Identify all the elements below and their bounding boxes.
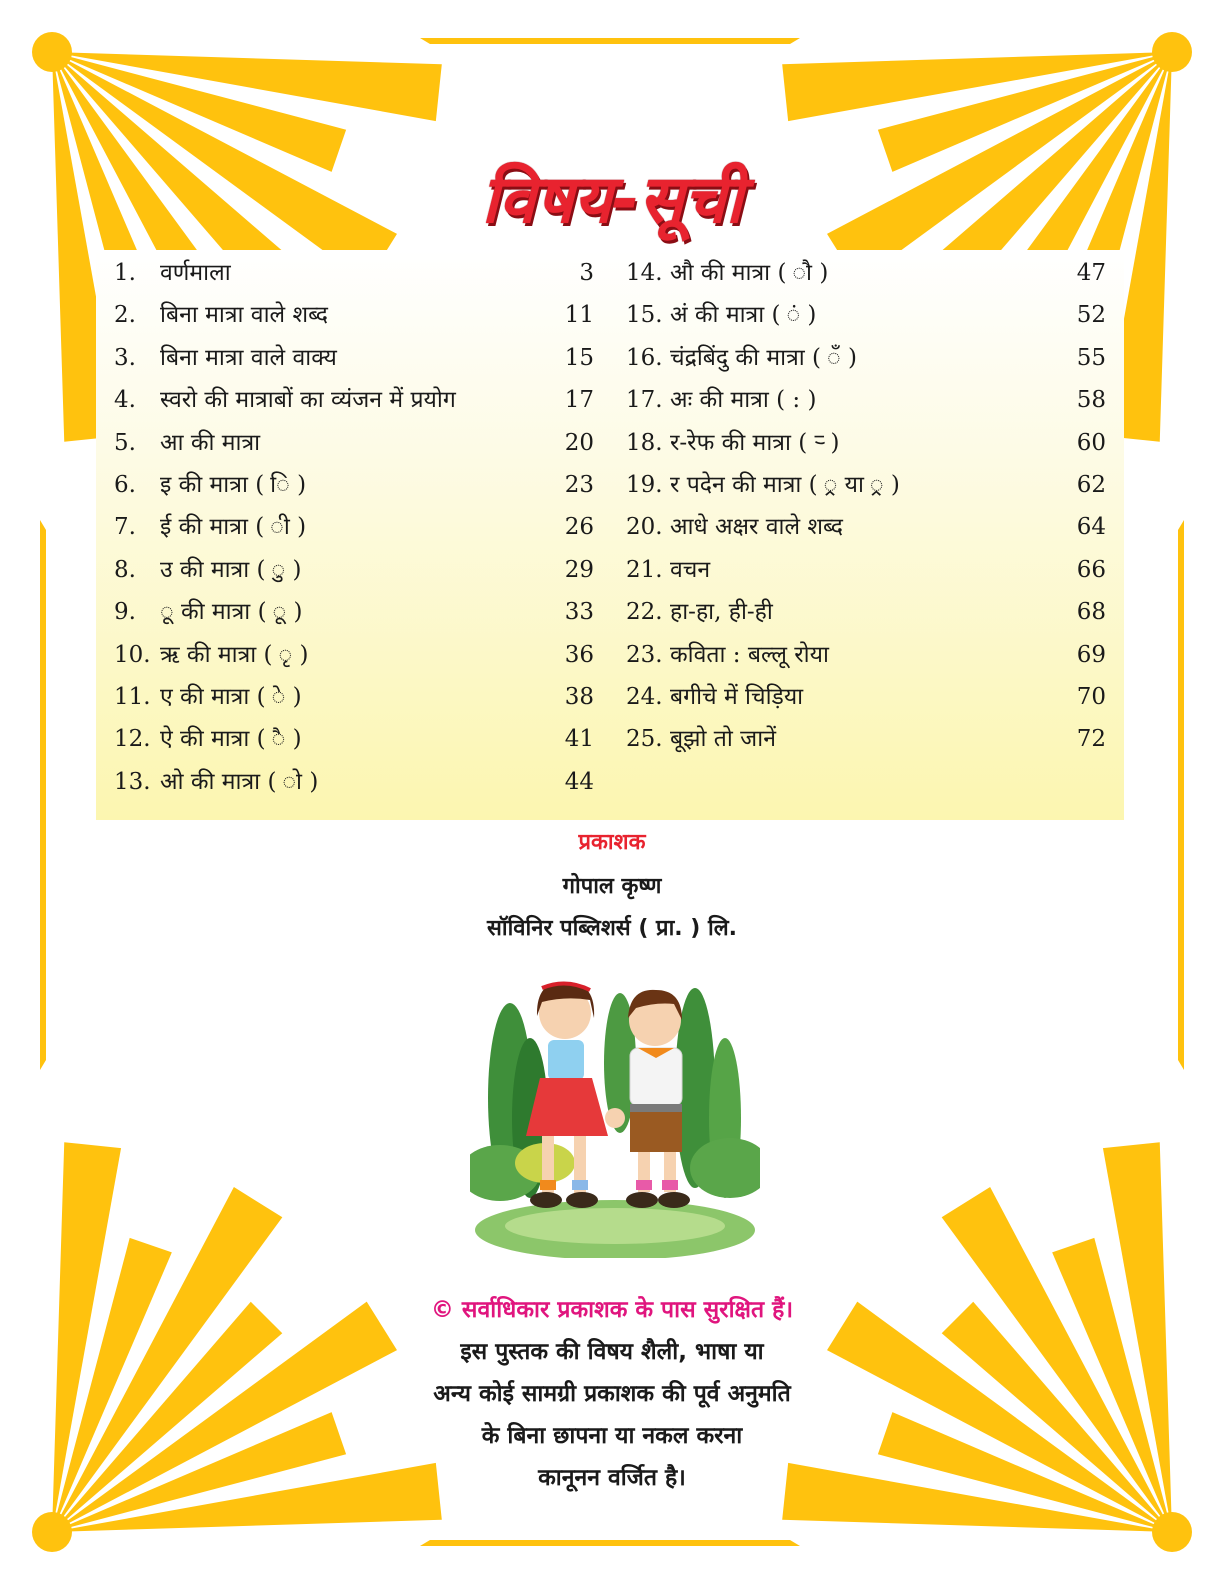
toc-number: 16.	[626, 344, 663, 371]
toc-entry	[626, 506, 1106, 548]
toc-page: 11	[564, 302, 594, 329]
toc-title: र पदेन की मात्रा ( ्र या ्र )	[670, 471, 900, 498]
toc-title: ऐ की मात्रा ( ै )	[160, 726, 302, 753]
toc-page: 69	[1076, 641, 1106, 668]
toc-title: उ की मात्रा ( ु )	[160, 556, 302, 583]
toc-entry	[626, 718, 1106, 760]
toc-entry	[626, 634, 1106, 676]
publisher-name: गोपाल कृष्ण	[562, 874, 662, 899]
toc-title: ओ की मात्रा ( ो )	[160, 768, 319, 795]
toc-entry	[114, 252, 594, 294]
toc-page: 60	[1076, 429, 1106, 456]
toc-title: अः की मात्रा ( : )	[670, 387, 817, 414]
toc-number: 12.	[114, 726, 151, 753]
toc-page: 62	[1076, 471, 1106, 498]
toc-entry	[114, 761, 594, 803]
toc-number: 5.	[114, 429, 136, 456]
toc-title: इ की मात्रा ( ि )	[160, 471, 307, 498]
toc-page: 17	[564, 387, 594, 414]
toc-number: 2.	[114, 302, 136, 329]
toc-number: 23.	[626, 641, 663, 668]
toc-number: 9.	[114, 599, 136, 626]
toc-page: 23	[564, 471, 594, 498]
toc-number: 22.	[626, 599, 663, 626]
toc-title: चंद्रबिंदु की मात्रा ( ँ )	[670, 344, 857, 371]
toc-left-column	[114, 252, 594, 803]
toc-entry	[114, 676, 594, 718]
toc-title: कविता : बल्लू रोया	[670, 641, 829, 668]
publisher-firm: सॉविनिर पब्लिशर्स ( प्रा. ) लि.	[487, 916, 737, 941]
copyright-line: कानूनन वर्जित है।	[538, 1465, 686, 1491]
toc-title: बूझो तो जानें	[670, 726, 776, 753]
toc-right-column	[626, 252, 1106, 761]
toc-page: 55	[1076, 344, 1106, 371]
toc-entry	[626, 549, 1106, 591]
copyright-line: इस पुस्तक की विषय शैली, भाषा या	[460, 1339, 764, 1365]
toc-title: र-रेफ की मात्रा ( र्‍ )	[670, 429, 840, 456]
toc-entry	[626, 294, 1106, 336]
toc-title: वचन	[670, 556, 711, 583]
toc-title: आधे अक्षर वाले शब्द	[670, 514, 843, 541]
toc-number: 17.	[626, 387, 663, 414]
toc-number: 20.	[626, 514, 663, 541]
toc-page: 58	[1076, 387, 1106, 414]
toc-number: 14.	[626, 260, 663, 286]
toc-number: 8.	[114, 556, 136, 583]
toc-number: 21.	[626, 556, 663, 583]
toc-page: 20	[564, 429, 594, 456]
toc-number: 25.	[626, 726, 663, 753]
toc-entry	[626, 676, 1106, 718]
toc-page: 72	[1076, 726, 1106, 753]
toc-title: ू की मात्रा ( ू )	[160, 599, 303, 626]
toc-number: 13.	[114, 768, 151, 795]
copyright-line: के बिना छापना या नकल करना	[481, 1423, 743, 1449]
toc-entry	[114, 718, 594, 760]
toc-number: 4.	[114, 387, 136, 414]
toc-title: बिना मात्रा वाले वाक्य	[160, 344, 337, 371]
toc-number: 11.	[114, 683, 151, 710]
toc-title: स्वरो की मात्राबों का व्यंजन में प्रयोग	[160, 387, 456, 414]
toc-page: 68	[1076, 599, 1106, 626]
copyright-line: अन्य कोई सामग्री प्रकाशक की पूर्व अनुमति	[433, 1381, 791, 1407]
toc-page: 41	[564, 726, 594, 753]
toc-entry	[114, 422, 594, 464]
toc-page: 15	[564, 344, 594, 371]
toc-entry	[626, 337, 1106, 379]
toc-page: 3	[579, 260, 594, 286]
toc-title: हा-हा, ही-ही	[670, 599, 773, 626]
toc-entry	[114, 379, 594, 421]
toc-page: 66	[1076, 556, 1106, 583]
toc-number: 10.	[114, 641, 151, 668]
toc-entry	[114, 506, 594, 548]
toc-page: 52	[1076, 302, 1106, 329]
toc-title: ई की मात्रा ( ी )	[160, 514, 307, 541]
toc-title: बगीचे में चिड़िया	[670, 683, 804, 710]
toc-number: 6.	[114, 471, 136, 498]
toc-entry	[114, 591, 594, 633]
toc-entry	[114, 337, 594, 379]
toc-number: 15.	[626, 302, 663, 329]
toc-title: औ की मात्रा ( ौ )	[670, 260, 829, 286]
page-title: विषय-सूची	[481, 161, 743, 238]
toc-page: 44	[564, 768, 594, 795]
toc-entry	[626, 591, 1106, 633]
toc-page: 33	[564, 599, 594, 626]
copyright-heading: © सर्वाधिकार प्रकाशक के पास सुरक्षित हैं।	[430, 1297, 794, 1323]
toc-title: वर्णमाला	[160, 260, 231, 286]
toc-entry	[626, 464, 1106, 506]
toc-entry	[114, 294, 594, 336]
publisher-label: प्रकाशक	[578, 830, 646, 855]
toc-page: 70	[1076, 683, 1106, 710]
toc-title: आ की मात्रा	[160, 429, 261, 456]
toc-page: 38	[564, 683, 594, 710]
toc-entry	[114, 464, 594, 506]
toc-title: ए की मात्रा ( े )	[160, 683, 302, 710]
toc-page: 26	[564, 514, 594, 541]
toc-page: 36	[564, 641, 594, 668]
toc-page: 64	[1076, 514, 1106, 541]
toc-number: 3.	[114, 344, 136, 371]
toc-number: 7.	[114, 514, 136, 541]
toc-entry	[114, 634, 594, 676]
toc-number: 24.	[626, 683, 663, 710]
toc-entry	[114, 549, 594, 591]
toc-page: 29	[564, 556, 594, 583]
toc-page: 47	[1076, 260, 1106, 286]
toc-entry	[626, 422, 1106, 464]
toc-number: 19.	[626, 471, 663, 498]
toc-entry	[626, 379, 1106, 421]
toc-number: 1.	[114, 260, 136, 286]
toc-number: 18.	[626, 429, 663, 456]
toc-title: बिना मात्रा वाले शब्द	[160, 302, 328, 329]
toc-entry	[626, 252, 1106, 294]
children-walking-illustration	[470, 968, 760, 1258]
toc-title: अं की मात्रा ( ं )	[670, 302, 817, 329]
toc-title: ऋ की मात्रा ( ृ )	[160, 641, 309, 668]
